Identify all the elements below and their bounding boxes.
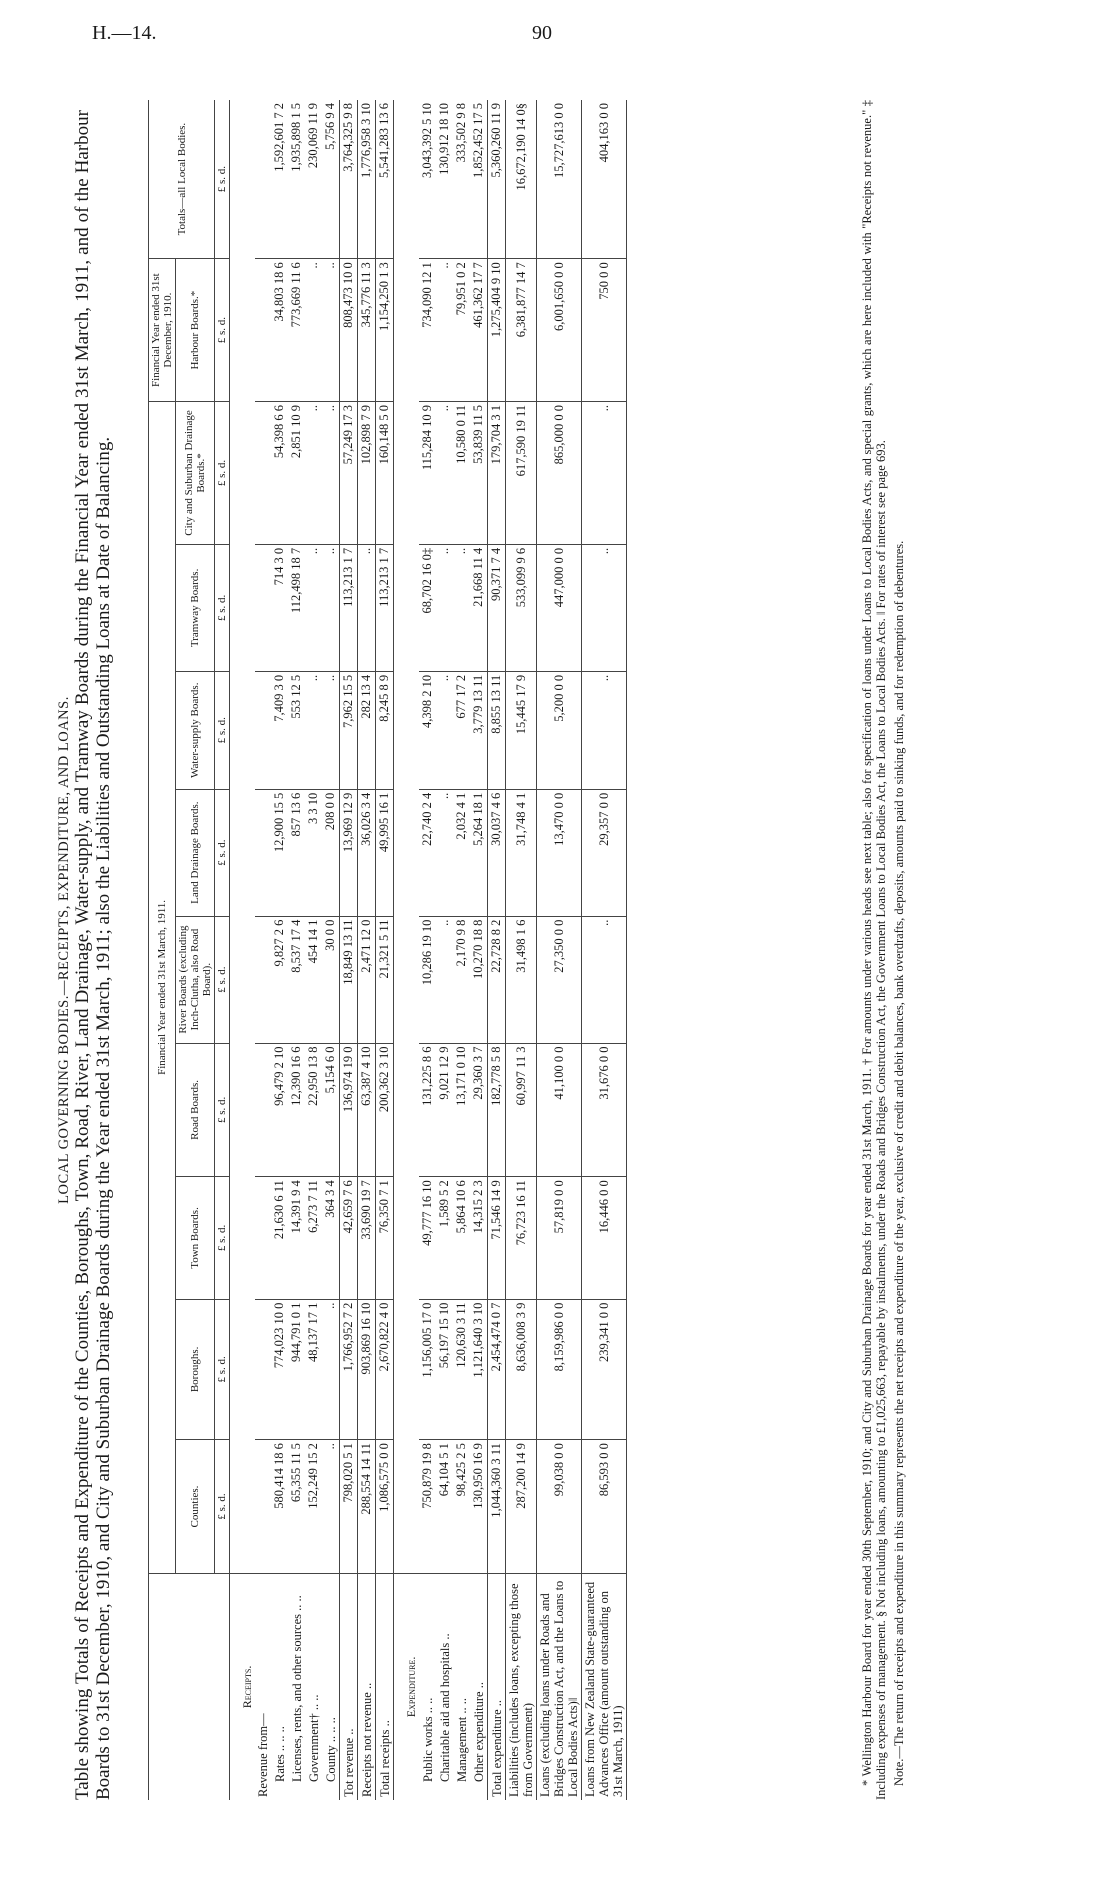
table-cell: 49,777 16 10	[419, 1177, 436, 1299]
table-cell: 57,249 17 3	[340, 402, 358, 545]
table-cell: ..	[322, 671, 340, 789]
table-cell: 5,864 10 6	[453, 1177, 470, 1299]
table-cell: 113,213 1 7	[340, 544, 358, 671]
table-cell	[255, 1177, 271, 1299]
table-cell: 1,776,958 3 10	[358, 100, 376, 259]
table-row	[436, 100, 453, 1800]
table-cell: 63,387 4 10	[358, 1043, 376, 1177]
table-row	[358, 100, 376, 1800]
table-cell: 2,851 10 9	[288, 402, 305, 545]
table-cell: 3,043,392 5 10	[419, 100, 436, 259]
table-cell: 461,362 17 7	[470, 259, 488, 402]
table-cell: 1,121,640 3 10	[470, 1299, 488, 1440]
table-cell: 33,690 19 7	[358, 1177, 376, 1299]
table-cell: 16,672,190 14 0§	[506, 100, 537, 259]
table-cell: 160,148 5 0	[376, 402, 394, 545]
table-cell: 2,471 12 0	[358, 916, 376, 1043]
table-cell: 8,159,986 0 0	[537, 1299, 582, 1440]
table-cell: 130,950 16 9	[470, 1440, 488, 1574]
finance-table	[148, 100, 627, 1800]
row-label: Loans from New Zealand State-guaranteed Advances Office (amount outstanding on 31st March, 1911)	[582, 1573, 627, 1800]
column-header-harbour: Harbour Boards.*	[176, 259, 215, 402]
table-cell: 282 13 4	[358, 671, 376, 789]
column-header-town-boards: Town Boards.	[176, 1177, 215, 1299]
table-cell: ..	[582, 916, 627, 1043]
section-heading: LOCAL GOVERNING BODIES.—RECEIPTS, EXPENDITURE, AND LOANS.	[56, 696, 72, 1204]
table-cell: 115,284 10 9	[419, 402, 436, 545]
table-cell: 714 3 0	[271, 544, 288, 671]
units-label: £ s. d.	[215, 671, 230, 789]
table-cell: ..	[322, 402, 340, 545]
units-label: £ s. d.	[215, 1043, 230, 1177]
table-cell: 447,000 0 0	[537, 544, 582, 671]
table-cell: 10,286 19 10	[419, 916, 436, 1043]
table-cell: 1,852,452 17 5	[470, 100, 488, 259]
table-cell: 808,473 10 0	[340, 259, 358, 402]
table-cell: 36,026 3 4	[358, 789, 376, 916]
table-cell: 1,154,250 1 3	[376, 259, 394, 402]
table-cell: 131,225 8 6	[419, 1043, 436, 1177]
page-number: 90	[532, 22, 552, 44]
table-cell: 42,659 7 6	[340, 1177, 358, 1299]
table-cell: 22,950 13 8	[305, 1043, 322, 1177]
table-cell: 5,154 6 0	[322, 1043, 340, 1177]
footnote-note: Note.—The return of receipts and expenditure in this summary represents the net receipts and expenditure of the year, exclusive of credit and debit balances, bank overdrafts, deposits, amounts paid to sinking funds, and for redemption of debentures.	[892, 540, 906, 1786]
table-cell: ..	[582, 402, 627, 545]
table-cell: 750 0 0	[582, 259, 627, 402]
table-cell: 14,315 2 3	[470, 1177, 488, 1299]
column-header-land-drainage: Land Drainage Boards.	[176, 789, 215, 916]
table-cell: ..	[582, 671, 627, 789]
column-header-water-supply: Water-supply Boards.	[176, 671, 215, 789]
table-row	[255, 100, 271, 1800]
table-cell: 31,498 1 6	[506, 916, 537, 1043]
table-cell: 13,969 12 9	[340, 789, 358, 916]
table-cell: 16,446 0 0	[582, 1177, 627, 1299]
table-cell: 5,360,260 11 9	[488, 100, 506, 259]
table-cell: 364 3 4	[322, 1177, 340, 1299]
table-cell: 27,350 0 0	[537, 916, 582, 1043]
footnote: * Wellington Harbour Board for year ended 30th September, 1910; and City and Suburban Drainage Boards for year ended 31st March, 1911. † For amounts under various heads see next table; also for specification of loans under Loans to Local Bodies Acts, and special grants, which are here included with "Receipts not revenue." ‡ Including expenses of management. § Not including loans, amounting to £1,025,663, repayable by instalments, under the Roads and Bridges Construction Act, the Government Loans to Local Bodies Act, the Loans to Local Bodies Acts. ‖ For rates of interest see page 693.	[860, 100, 888, 1800]
table-cell: ..	[305, 671, 322, 789]
table-cell: 239,341 0 0	[582, 1299, 627, 1440]
table-cell	[255, 259, 271, 402]
table-cell: 98,425 2 5	[453, 1440, 470, 1574]
table-cell	[255, 1043, 271, 1177]
table-row	[470, 100, 488, 1800]
table-cell: ..	[582, 544, 627, 671]
table-cell	[255, 916, 271, 1043]
table-cell: 22,728 8 2	[488, 916, 506, 1043]
table-cell: ..	[305, 259, 322, 402]
table-cell: 112,498 18 7	[288, 544, 305, 671]
table-cell: 5,541,283 13 6	[376, 100, 394, 259]
table-cell: 90,371 7 4	[488, 544, 506, 671]
footnotes	[860, 100, 910, 1800]
row-label: Total receipts ..	[376, 1573, 394, 1800]
table-cell: 13,171 0 10	[453, 1043, 470, 1177]
table-cell: 5,264 18 1	[470, 789, 488, 916]
group-header-december: Financial Year ended 31st December, 1910.	[149, 259, 176, 402]
table-row	[453, 100, 470, 1800]
group-header-march: Financial Year ended 31st March, 1911.	[149, 402, 176, 1574]
table-cell: 230,069 11 9	[305, 100, 322, 259]
table-cell: 2,032 4 1	[453, 789, 470, 916]
table-cell: 12,390 16 6	[288, 1043, 305, 1177]
table-cell: 136,974 19 0	[340, 1043, 358, 1177]
table-cell	[255, 100, 271, 259]
table-cell: 208 0 0	[322, 789, 340, 916]
table-cell: 734,090 12 1	[419, 259, 436, 402]
table-cell: 4,398 2 10	[419, 671, 436, 789]
table-cell: 774,023 10 0	[271, 1299, 288, 1440]
rotated-table-page	[56, 100, 1060, 1800]
table-cell: ..	[436, 789, 453, 916]
table-cell: 3 3 10	[305, 789, 322, 916]
table-cell: 333,502 9 8	[453, 100, 470, 259]
table-cell: 345,776 11 3	[358, 259, 376, 402]
column-header-drainage-boards: City and Suburban Drainage Boards.*	[176, 402, 215, 545]
table-cell: 404,163 0 0	[582, 100, 627, 259]
table-cell: 6,381,877 14 7	[506, 259, 537, 402]
table-cell: 76,723 16 11	[506, 1177, 537, 1299]
row-label: Receipts not revenue ..	[359, 1682, 374, 1797]
table-cell: 30 0 0	[322, 916, 340, 1043]
table-cell: 13,470 0 0	[537, 789, 582, 916]
row-label: Other expenditure ..	[471, 1682, 486, 1782]
units-label: £ s. d.	[215, 544, 230, 671]
table-cell: ..	[322, 1299, 340, 1440]
table-cell: 865,000 0 0	[537, 402, 582, 545]
row-label: Liabilities (includes loans, excepting those from Government)	[506, 1573, 537, 1800]
units-label: £ s. d.	[215, 1440, 230, 1574]
table-cell: 113,213 1 7	[376, 544, 394, 671]
table-cell	[255, 789, 271, 916]
row-label: County .. .. ..	[323, 1717, 338, 1782]
table-row	[305, 100, 322, 1800]
table-cell: 10,270 18 8	[470, 916, 488, 1043]
table-cell: ..	[436, 916, 453, 1043]
table-cell: ..	[305, 402, 322, 545]
table-cell: ..	[322, 1440, 340, 1574]
table-cell: 15,727,613 0 0	[537, 100, 582, 259]
table-cell: 179,704 3 1	[488, 402, 506, 545]
table-cell: 56,197 15 10	[436, 1299, 453, 1440]
table-cell: 903,869 16 10	[358, 1299, 376, 1440]
table-cell: ..	[436, 671, 453, 789]
table-cell: 54,398 6 6	[271, 402, 288, 545]
table-cell: 580,414 18 6	[271, 1440, 288, 1574]
table-cell: 773,669 11 6	[288, 259, 305, 402]
table-row	[376, 100, 394, 1800]
row-label: Revenue from—	[256, 1713, 270, 1797]
units-label: £ s. d.	[215, 100, 230, 259]
table-cell: 7,409 3 0	[271, 671, 288, 789]
table-cell: ..	[322, 259, 340, 402]
table-cell: 29,360 3 7	[470, 1043, 488, 1177]
table-cell: 1,592,601 7 2	[271, 100, 288, 259]
table-cell: 49,995 16 1	[376, 789, 394, 916]
table-cell: 21,630 6 11	[271, 1177, 288, 1299]
table-cell: 6,001,650 0 0	[537, 259, 582, 402]
table-cell: 617,590 19 11	[506, 402, 537, 545]
table-cell: 102,898 7 9	[358, 402, 376, 545]
table-cell	[255, 402, 271, 545]
column-header-river-boards: River Boards (excluding Inch-Clutha, also Road Board).	[176, 916, 215, 1043]
table-cell: ..	[305, 544, 322, 671]
table-cell: 1,156,005 17 0	[419, 1299, 436, 1440]
table-cell: 2,170 9 8	[453, 916, 470, 1043]
table-cell: 8,636,008 3 9	[506, 1299, 537, 1440]
table-cell	[255, 1440, 271, 1574]
units-label: £ s. d.	[215, 916, 230, 1043]
table-cell: 7,962 15 5	[340, 671, 358, 789]
table-cell: 5,756 9 4	[322, 100, 340, 259]
table-cell: 29,357 0 0	[582, 789, 627, 916]
table-cell: 68,702 16 0‡	[419, 544, 436, 671]
table-cell: 53,839 11 5	[470, 402, 488, 545]
units-label: £ s. d.	[215, 402, 230, 545]
table-row	[419, 100, 436, 1800]
table-cell	[255, 1299, 271, 1440]
table-cell: 41,100 0 0	[537, 1043, 582, 1177]
table-cell: 30,037 4 6	[488, 789, 506, 916]
units-label: £ s. d.	[215, 259, 230, 402]
table-cell: 2,454,474 0 7	[488, 1299, 506, 1440]
units-label: £ s. d.	[215, 1299, 230, 1440]
table-cell: 21,321 5 11	[376, 916, 394, 1043]
row-label: Management .. ..	[454, 1697, 469, 1782]
table-cell: 31,676 0 0	[582, 1043, 627, 1177]
table-cell: 3,779 13 11	[470, 671, 488, 789]
table-cell: 1,589 5 2	[436, 1177, 453, 1299]
column-header-counties: Counties.	[176, 1440, 215, 1574]
table-cell: 1,275,404 9 10	[488, 259, 506, 402]
table-cell: 8,245 8 9	[376, 671, 394, 789]
row-label: Licenses, rents, and other sources .. ..	[289, 1595, 304, 1782]
table-cell: 34,803 18 6	[271, 259, 288, 402]
column-header-boroughs: Boroughs.	[176, 1299, 215, 1440]
row-label: Tot revenue ..	[340, 1573, 358, 1800]
table-cell: 944,791 0 1	[288, 1299, 305, 1440]
table-cell: 3,764,325 9 8	[340, 100, 358, 259]
table-row	[288, 100, 305, 1800]
table-cell: 9,827 2 6	[271, 916, 288, 1043]
table-cell: ..	[322, 544, 340, 671]
table-cell: 14,391 9 4	[288, 1177, 305, 1299]
table-cell: 1,766,952 7 2	[340, 1299, 358, 1440]
table-cell: ..	[436, 544, 453, 671]
table-row	[537, 100, 582, 1800]
row-label: Rates .. .. ..	[272, 1726, 287, 1782]
table-row	[506, 100, 537, 1800]
table-cell: 798,020 5 1	[340, 1440, 358, 1574]
table-cell: 454 14 1	[305, 916, 322, 1043]
table-cell: 21,668 11 4	[470, 544, 488, 671]
table-cell: 152,249 15 2	[305, 1440, 322, 1574]
table-cell: 57,819 0 0	[537, 1177, 582, 1299]
table-cell: 60,997 11 3	[506, 1043, 537, 1177]
table-cell: 10,580 0 11	[453, 402, 470, 545]
table-cell: 86,593 0 0	[582, 1440, 627, 1574]
table-cell: 120,630 3 11	[453, 1299, 470, 1440]
row-label: Government† .. ..	[306, 1694, 321, 1782]
table-cell: 79,951 0 2	[453, 259, 470, 402]
row-label: Loans (excluding loans under Roads and Bridges Construction Act, and the Loans to Local Bodies Acts)‖	[537, 1573, 582, 1800]
table-cell: 182,778 5 8	[488, 1043, 506, 1177]
table-cell: 8,855 13 11	[488, 671, 506, 789]
column-header-tramway: Tramway Boards.	[176, 544, 215, 671]
table-cell: 22,740 2 4	[419, 789, 436, 916]
table-cell: 8,537 17 4	[288, 916, 305, 1043]
table-cell: 96,479 2 10	[271, 1043, 288, 1177]
table-cell: 1,044,360 3 11	[488, 1440, 506, 1574]
table-cell: 76,350 7 1	[376, 1177, 394, 1299]
table-cell: 288,554 14 11	[358, 1440, 376, 1574]
table-cell: 750,879 19 8	[419, 1440, 436, 1574]
table-cell	[255, 544, 271, 671]
table-cell: 553 12 5	[288, 671, 305, 789]
table-cell: 1,086,575 0 0	[376, 1440, 394, 1574]
table-cell: 99,038 0 0	[537, 1440, 582, 1574]
units-label: £ s. d.	[215, 1177, 230, 1299]
section-label-receipts: Receipts.	[240, 1665, 254, 1709]
table-cell: 200,362 3 10	[376, 1043, 394, 1177]
row-label: Total expenditure ..	[488, 1573, 506, 1800]
row-label: Public works .. ..	[420, 1697, 435, 1782]
table-cell: 65,355 11 5	[288, 1440, 305, 1574]
row-label-header	[149, 1573, 230, 1800]
table-cell: 9,021 12 9	[436, 1043, 453, 1177]
column-header-totals: Totals—all Local Bodies.	[149, 100, 215, 259]
table-row	[488, 100, 506, 1800]
table-cell: 6,273 7 11	[305, 1177, 322, 1299]
row-label: Charitable aid and hospitals ..	[437, 1633, 452, 1782]
table-cell: 287,200 14 9	[506, 1440, 537, 1574]
table-cell: 48,137 17 1	[305, 1299, 322, 1440]
table-cell: ..	[436, 259, 453, 402]
table-cell: ..	[453, 544, 470, 671]
table-cell: 677 17 2	[453, 671, 470, 789]
column-header-road-boards: Road Boards.	[176, 1043, 215, 1177]
table-cell: ..	[436, 402, 453, 545]
table-cell: 130,912 18 10	[436, 100, 453, 259]
table-cell: 15,445 17 9	[506, 671, 537, 789]
table-cell: 64,104 5 1	[436, 1440, 453, 1574]
table-cell: 857 13 6	[288, 789, 305, 916]
table-title: Table showing Totals of Receipts and Expenditure of the Counties, Boroughs, Town, Road, River, Land Drainage, Water-supply, and Tramway Boards during the Financial Year ended 31st March, 1911, and of the Harbour Boards to 31st December, 1910, and City and Suburban Drainage Boards during the Year ended 31st March, 1911; also the Liabilities and Outstanding Loans at Date of Balancing.	[72, 110, 114, 1800]
table-cell: 71,546 14 9	[488, 1177, 506, 1299]
table-cell	[255, 671, 271, 789]
table-cell: 18,849 13 11	[340, 916, 358, 1043]
table-row	[340, 100, 358, 1800]
table-row	[322, 100, 340, 1800]
units-label: £ s. d.	[215, 789, 230, 916]
section-label-expenditure: Expenditure.	[404, 1656, 418, 1718]
table-cell: 2,670,822 4 0	[376, 1299, 394, 1440]
table-cell: 533,099 9 6	[506, 544, 537, 671]
table-cell: 5,200 0 0	[537, 671, 582, 789]
table-row	[582, 100, 627, 1800]
table-row	[271, 100, 288, 1800]
table-cell: 31,748 4 1	[506, 789, 537, 916]
page-reference: H.—14.	[92, 22, 157, 44]
table-cell: 1,935,898 1 5	[288, 100, 305, 259]
table-cell: 12,900 15 5	[271, 789, 288, 916]
table-cell: ..	[358, 544, 376, 671]
